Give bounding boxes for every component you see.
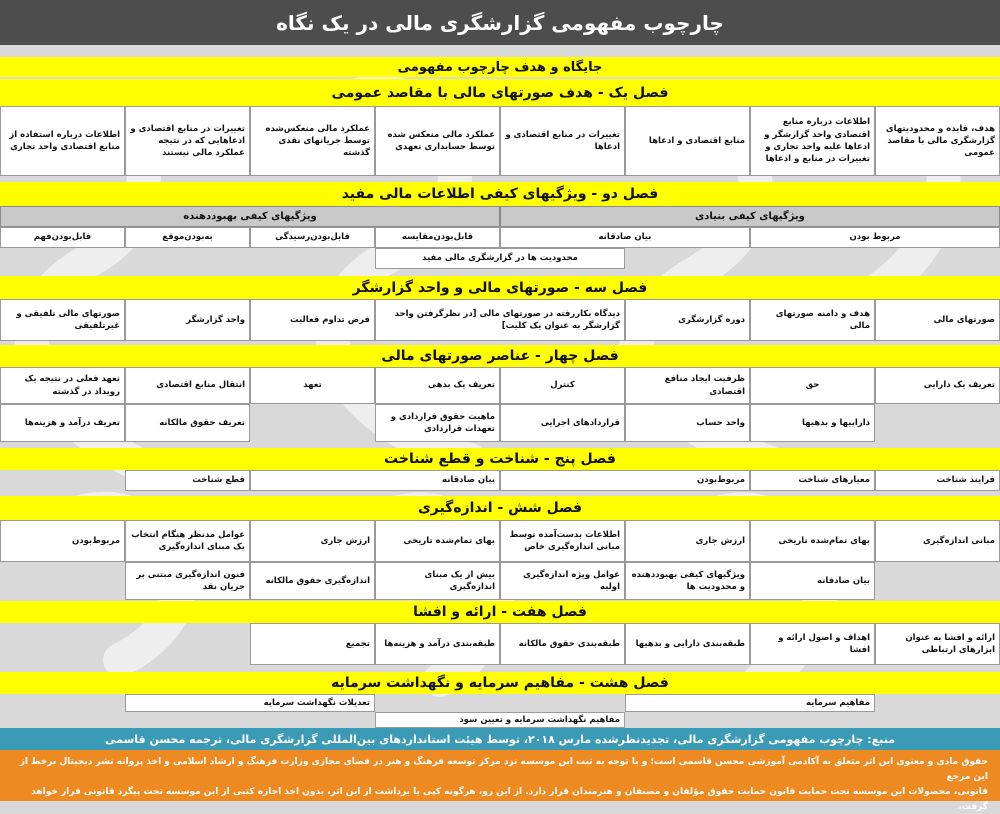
ch6-cell: بهای تمام‌شده تاریخی [750,520,875,562]
chapter3-row [0,299,1000,341]
ch4-cell: انتقال منابع اقتصادی [125,367,250,404]
spacer [875,404,1000,442]
ch1-cell: تغییرات در منابع اقتصادی و ادعاها [500,106,625,176]
ch4-cell: داراییها و بدهیها [750,404,875,442]
ch7-cell: طبقه‌بندی درآمد و هزینه‌ها [375,623,500,665]
spacer [875,694,1000,712]
ch4-cell: حق [750,367,875,404]
ch2-cell: قابل‌بودن‌رسیدگی [250,227,375,248]
enhancing-characteristics-header: ویژگیهای کیفی بهبوددهنده [0,206,500,227]
ch6-cell: اندازه‌گیری حقوق مالکانه [250,562,375,600]
ch4-cell: قراردادهای اجرایی [500,404,625,442]
ch2-constraint: محدودیت ها در گزارشگری مالی مفید [375,248,625,269]
spacer [875,562,1000,600]
ch8-cell: مفاهیم نگهداشت سرمایه و تعیین سود [375,712,625,728]
chapter6-heading: فصل شش - اندازه‌گیری [0,496,1000,520]
chapter7-heading: فصل هفت - ارائه و افشا [0,601,1000,623]
ch4-cell: واحد حساب [625,404,750,442]
ch4-cell: ماهیت حقوق قراردادی و تعهدات قراردادی [375,404,500,442]
spacer [250,404,375,442]
ch2-cell: قابل‌بودن‌مقایسه [375,227,500,248]
ch2-cell: به‌بودن‌موقع [125,227,250,248]
chapter4-heading: فصل چهار - عناصر صورتهای مالی [0,345,1000,367]
ch6-cell: عوامل ویژه اندازه‌گیری اولیه [500,562,625,600]
chapter2-row [0,227,1000,248]
ch2-cell: مربوط بودن [750,227,1000,248]
ch7-cell: طبقه‌بندی حقوق مالکانه [500,623,625,665]
ch1-cell: عملکرد مالی منعکس شده توسط حسابداری تعهدی [375,106,500,176]
ch6-cell: مربوط‌بودن [0,520,125,562]
chapter2-constraint-row [375,248,1000,269]
ch3-cell: واحد گزارشگر [125,299,250,341]
ch8-cell: تعدیلات نگهداشت سرمایه [125,694,375,712]
ch6-cell: عوامل مدنظر هنگام انتخاب یک مبنای اندازه‌گیری [125,520,250,562]
ch7-cell: تجمیع [250,623,375,665]
ch6-cell: اطلاعات بدست‌آمده توسط مبانی اندازه‌گیری خاص [500,520,625,562]
ch3-cell: صورتهای مالی [875,299,1000,341]
spacer [375,694,625,712]
ch6-cell: ویژگیهای کیفی بهبوددهنده و محدودیت ها [625,562,750,600]
copyright-line: حقوق مادی و معنوی این اثر متعلق به آکادمی آموزشی محسن قاسمی است؛ و با توجه به ثبت این موسسه نزد مرکز توسعه فرهنگ و هنر در فضای مجازی وزارت فرهنگ و ارشاد اسلامی و اخذ پروانه نشر دیجیتال برخط از این مرجع [19,757,988,782]
chapter1-row [0,106,1000,176]
ch7-cell: ارائه و افشا به عنوان ابزارهای ارتباطی [875,623,1000,665]
chapter8-row1 [125,694,1000,712]
chapter5-row [125,470,1000,491]
ch1-cell: اطلاعات درباره منابع اقتصادی واحد گزارشگر و ادعاها علیه واحد تجاری و تغییرات در منابع و ادعاها [750,106,875,176]
chapter1-heading: فصل یک - هدف صورتهای مالی با مقاصد عمومی [0,79,1000,106]
ch1-cell: تغییرات در منابع اقتصادی و ادعاهایی که در نتیجه عملکرد مالی نیستند [125,106,250,176]
ch7-cell: طبقه‌بندی دارایی و بدهیها [625,623,750,665]
page-title: چارچوب مفهومی گزارشگری مالی در یک نگاه [0,0,1000,45]
ch6-cell: مبانی اندازه‌گیری [875,520,1000,562]
ch5-cell: بیان صادقانه [250,470,500,491]
ch6-cell: ارزش جاری [625,520,750,562]
spacer [625,712,1000,728]
chapter3-heading: فصل سه - صورتهای مالی و واحد گزارشگر [0,276,1000,299]
ch5-cell: معیارهای شناخت [750,470,875,491]
ch6-cell: فنون اندازه‌گیری مبتنی بر جریان نقد [125,562,250,600]
chapter2-header-row [0,206,1000,227]
ch4-cell: تعهد فعلی در نتیجه یک رویداد در گذشته [0,367,125,404]
ch3-cell: هدف و دامنه صورتهای مالی [750,299,875,341]
ch5-cell: قطع شناخت [125,470,250,491]
ch4-cell: تعریف یک دارایی [875,367,1000,404]
chapter7-row [250,623,1000,665]
chapter2-heading: فصل دو - ویژگیهای کیفی اطلاعات مالی مفید [0,182,1000,206]
chapter6-row2 [125,562,1000,600]
ch3-cell: دوره گزارشگری [625,299,750,341]
chapter5-heading: فصل پنج - شناخت و قطع شناخت [0,448,1000,470]
ch4-cell: تعریف حقوق مالکانه [125,404,250,442]
ch5-cell: مربوط‌بودن [500,470,750,491]
ch6-cell: بیش از یک مبنای اندازه‌گیری [375,562,500,600]
ch6-cell: بیان صادقانه [750,562,875,600]
ch1-cell: عملکرد مالی منعکس‌شده توسط جریانهای نقدی گذشته [250,106,375,176]
chapter6-row1 [0,520,1000,562]
ch8-cell: مفاهیم سرمایه [625,694,875,712]
ch1-cell: اطلاعات درباره استفاده از منابع اقتصادی واحد تجاری [0,106,125,176]
ch4-cell: تعریف درآمد و هزینه‌ها [0,404,125,442]
ch4-cell: ظرفیت ایجاد منافع اقتصادی [625,367,750,404]
ch3-cell: صورتهای مالی تلفیقی و غیرتلفیقی [0,299,125,341]
copyright-footer [0,750,1000,812]
ch2-cell: بیان صادقانه [500,227,750,248]
chapter8-row2 [375,712,1000,728]
ch6-cell: ارزش جاری [250,520,375,562]
ch2-cell: قابل‌بودن‌فهم [0,227,125,248]
source-footer: منبع: چارچوب مفهومی گزارشگری مالی، تجدیدنظرشده مارس ۲۰۱۸، توسط هیئت استانداردهای بین‌المللی گزارشگری مالی، ترجمه محسن قاسمی [0,728,1000,750]
ch1-cell: هدف، فایده و محدودیتهای گزارشگری مالی با مقاصد عمومی [875,106,1000,176]
ch3-cell: دیدگاه بکاررفته در صورتهای مالی [در نظرگرفتن واحد گزارشگر به عنوان یک کلیت] [375,299,625,341]
ch5-cell: فرایند شناخت [875,470,1000,491]
chapter4-row2 [0,404,1000,442]
chapter4-row1 [0,367,1000,404]
ch1-cell: منابع اقتصادی و ادعاها [625,106,750,176]
copyright-line: قانونی، محصولات این موسسه تحت حمایت قانون حمایت حقوق مؤلفان و مصنفان و هنرمندان قرار دارد. از این رو، هرگونه کپی یا برداشت از این اثر، بدون اخذ اجازه کتبی از این موسسه تحت پیگرد قانونی قرار خواهد گرفت. [31,786,988,812]
ch7-cell: اهداف و اصول ارائه و افشا [750,623,875,665]
ch3-cell: فرض تداوم فعالیت [250,299,375,341]
chapter8-heading: فصل هشت - مفاهیم سرمایه و نگهداشت سرمایه [0,672,1000,694]
ch6-cell: بهای تمام‌شده تاریخی [375,520,500,562]
ch4-cell: کنترل [500,367,625,404]
section-position-and-purpose: جایگاه و هدف چارچوب مفهومی [0,57,1000,77]
ch4-cell: تعریف یک بدهی [375,367,500,404]
spacer [625,248,1000,269]
fundamental-characteristics-header: ویژگیهای کیفی بنیادی [500,206,1000,227]
ch4-cell: تعهد [250,367,375,404]
